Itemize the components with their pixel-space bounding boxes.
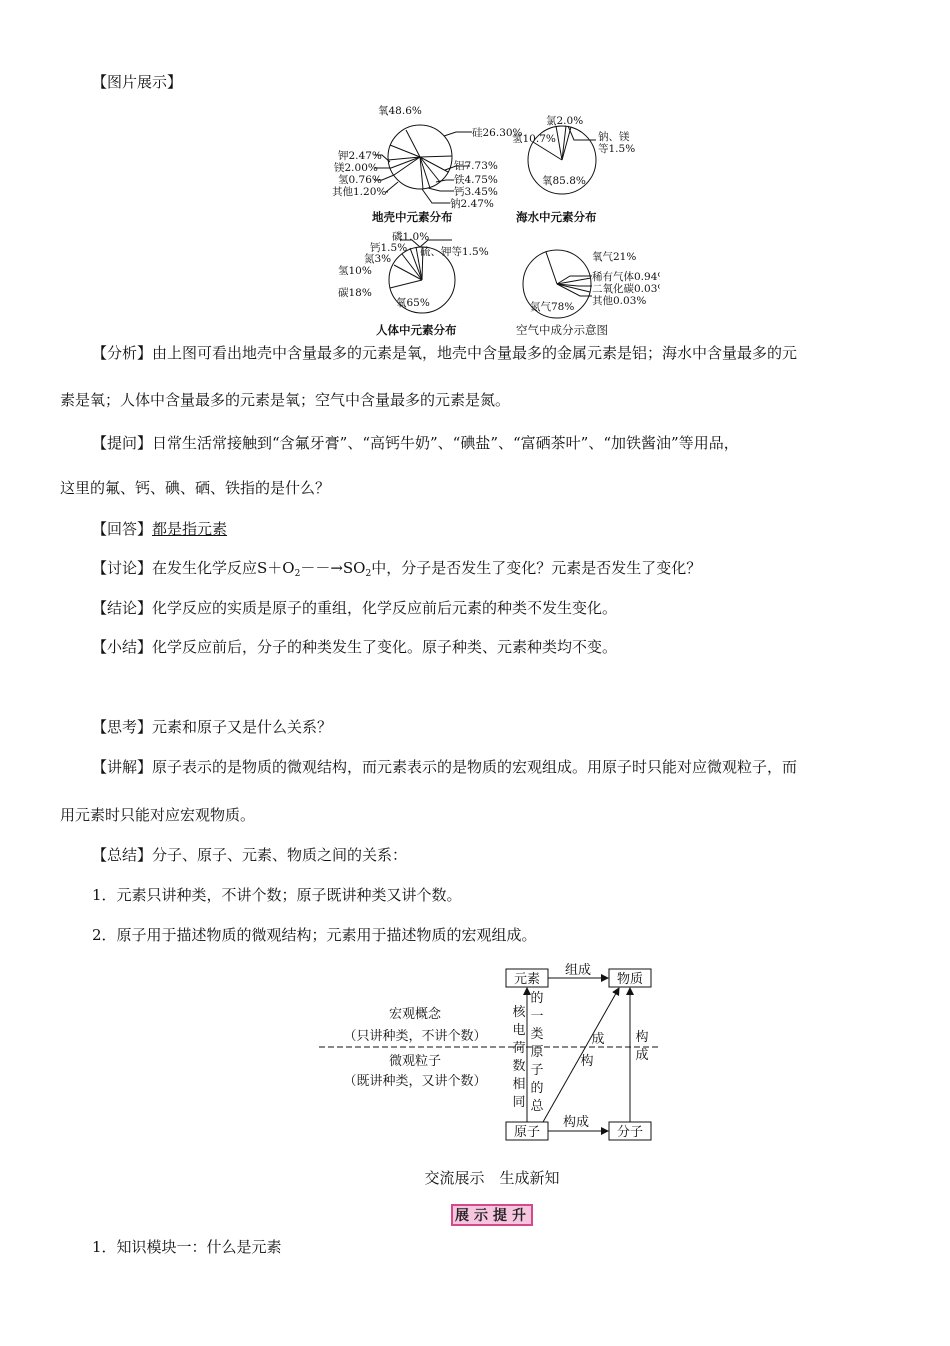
body-label-n: 氮3%: [364, 253, 392, 265]
crust-label-h: 氢0.76%: [338, 174, 382, 186]
macro-title: 宏观概念: [388, 1007, 442, 1022]
body-caption: 人体中元素分布: [376, 323, 457, 337]
pie-charts-svg: [330, 100, 660, 345]
discuss-sub-1: 2: [294, 569, 301, 579]
sea-label-h: 氢10.7%: [512, 133, 556, 145]
point-1-line: 1．元素只讲种类，不讲个数；原子既讲种类又讲个数。: [92, 886, 462, 904]
answer-line: [92, 519, 227, 539]
body-label-o: 氧65%: [396, 297, 430, 309]
answer-text: 都是指元素: [152, 520, 228, 538]
crust-label-mg: 镁2.00%: [334, 162, 378, 174]
sea-caption: 海水中元素分布: [516, 210, 597, 224]
section-title: 【图片展示】: [92, 73, 183, 91]
micro-sub: （既讲种类，又讲个数）: [343, 1074, 487, 1089]
constitute-diag-1: 成: [591, 1032, 605, 1047]
discuss-line: [92, 558, 701, 584]
body-label-p: 磷1.0%: [392, 231, 430, 243]
banner-char-2: 示: [474, 1208, 491, 1224]
substance-node: 物质: [616, 972, 644, 987]
macro-sub: （只讲种类，不讲个数）: [343, 1029, 487, 1044]
sea-label-na-mg-2: 等1.5%: [598, 143, 636, 155]
constitute-bottom-label: 构成: [562, 1115, 590, 1130]
discuss-sub-2: 2: [365, 569, 372, 579]
crust-label-o: 氧48.6%: [378, 105, 422, 117]
banner-char-4: 升: [512, 1208, 529, 1224]
right-v-4: 子: [530, 1063, 544, 1078]
air-caption: 空气中成分示意图: [516, 323, 608, 337]
show-improve-banner: [451, 1204, 533, 1226]
compose-label: 组成: [564, 963, 592, 978]
crust-label-ca: 钙3.45%: [454, 186, 498, 198]
question-line-1: 【提问】日常生活常接触到“含氟牙膏”、“高钙牛奶”、“碘盐”、“富硒茶叶”、“加铁酱油”等用品，: [92, 434, 739, 452]
crust-caption: 地壳中元素分布: [372, 210, 453, 224]
discuss-part-a: 【讨论】在发生化学反应S＋O: [92, 559, 295, 577]
think-line: 【思考】元素和原子又是什么关系？: [92, 718, 333, 736]
air-label-noble: 稀有气体0.94%: [592, 271, 660, 283]
analysis-line-1: 【分析】由上图可看出地壳中含量最多的元素是氧，地壳中含量最多的金属元素是铝；海水中含量最多的元: [92, 344, 798, 362]
right-v-6: 总: [530, 1099, 544, 1114]
air-label-co2: 二氧化碳0.03%: [592, 283, 660, 295]
crust-label-fe: 铁4.75%: [454, 174, 498, 186]
air-label-n2: 氮气78%: [530, 301, 575, 313]
air-label-other: 其他0.03%: [592, 295, 647, 307]
sea-label-o: 氧85.8%: [542, 175, 586, 187]
body-label-ca: 钙1.5%: [370, 242, 408, 254]
constitute-right-1: 构: [635, 1030, 649, 1045]
explain-line-1: 【讲解】原子表示的是物质的微观结构，而元素表示的是物质的宏观组成。用原子时只能对应微观粒子，而: [92, 758, 798, 776]
sea-label-cl: 氯2.0%: [546, 115, 584, 127]
crust-label-other: 其他1.20%: [332, 186, 387, 198]
analysis-line-2: 素是氧；人体中含量最多的元素是氧；空气中含量最多的元素是氮。: [60, 391, 511, 409]
sea-label-na-mg: 钠、镁: [598, 131, 630, 143]
conclusion-line: 【结论】化学反应的实质是原子的重组，化学反应前后元素的种类不发生变化。: [92, 599, 618, 617]
left-v-4: 相: [512, 1077, 526, 1092]
left-v-5: 同: [512, 1095, 526, 1110]
exchange-title: 交流展示 生成新知: [424, 1169, 560, 1187]
body-label-s-k: 硫、钾等1.5%: [420, 246, 489, 258]
body-label-c: 碳18%: [338, 287, 372, 299]
right-v-3: 原: [530, 1045, 544, 1060]
constitute-diag-2: 构: [580, 1054, 594, 1069]
right-v-0: 的: [530, 991, 544, 1006]
element-node: 元素: [513, 972, 541, 987]
left-v-2: 荷: [512, 1041, 526, 1056]
question-line-2: 这里的氟、钙、碘、硒、铁指的是什么？: [60, 479, 331, 497]
discuss-part-b: －－→SO: [300, 559, 366, 577]
relation-diagram-svg: [315, 962, 665, 1147]
atom-node: 原子: [513, 1125, 541, 1140]
answer-label: 【回答】: [92, 520, 153, 538]
right-v-1: 一: [530, 1009, 544, 1024]
point-2-line: 2．原子用于描述物质的微观结构；元素用于描述物质的宏观组成。: [92, 926, 537, 944]
crust-label-si: 硅26.30%: [472, 127, 523, 139]
left-v-1: 电: [512, 1023, 526, 1038]
knowledge-module-1: 1．知识模块一：什么是元素: [92, 1238, 282, 1256]
crust-label-na: 钠2.47%: [450, 198, 494, 210]
explain-line-2: 用元素时只能对应宏观物质。: [60, 806, 256, 824]
element-distribution-figure: [330, 100, 660, 349]
right-v-5: 的: [530, 1081, 544, 1096]
micro-title: 微观粒子: [388, 1054, 442, 1069]
crust-label-k: 钾2.47%: [338, 150, 382, 162]
banner-char-3: 提: [493, 1208, 510, 1224]
discuss-part-c: 中，分子是否发生了变化？元素是否发生了变化？: [371, 559, 702, 577]
body-label-h: 氢10%: [338, 265, 372, 277]
summary-line: 【总结】分子、原子、元素、物质之间的关系：: [92, 846, 408, 864]
banner-char-1: 展: [455, 1208, 472, 1224]
relation-diagram: [315, 962, 665, 1151]
molecule-node: 分子: [616, 1125, 644, 1140]
constitute-right-2: 成: [635, 1048, 649, 1063]
crust-label-al: 铝7.73%: [454, 160, 498, 172]
small-summary-line: 【小结】化学反应前后，分子的种类发生了变化。原子种类、元素种类均不变。: [92, 638, 618, 656]
left-v-3: 数: [512, 1059, 526, 1074]
right-v-2: 类: [530, 1027, 544, 1042]
air-label-o2: 氧气21%: [592, 251, 637, 263]
left-v-0: 核: [512, 1005, 526, 1020]
